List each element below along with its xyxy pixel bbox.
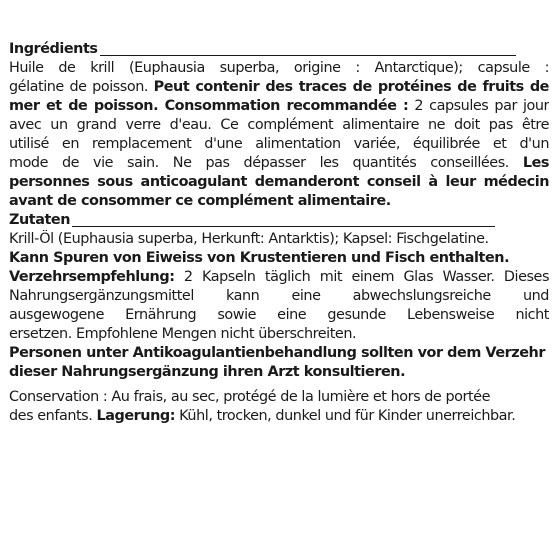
- bold-text: avant de consommer ce complément alimentaire.: [9, 193, 391, 209]
- bold-text: personnes sous anticoagulant demanderont conseil à leur médecin: [9, 174, 549, 190]
- text-line: [9, 407, 549, 426]
- bold-text: mer et de poisson. Consommation recommandée :: [9, 98, 409, 114]
- text: Nahrungsergänzungsmittel kann eine abwechslungsreiche und: [9, 288, 549, 304]
- bold-text: Kann Spuren von Eiweiss von Krustentieren und Fisch enthalten.: [9, 250, 510, 266]
- storage-body: [9, 388, 549, 426]
- ingredients-heading-de: [9, 211, 495, 230]
- text-line: [9, 249, 549, 268]
- bold-text: Peut contenir des traces de protéines de fruits de: [153, 79, 549, 95]
- text-line: [9, 363, 549, 382]
- text: ausgewogene Ernährung sowie eine gesunde Lebensweise nicht: [9, 307, 549, 323]
- text-line: [9, 173, 549, 192]
- heading-underline: [100, 55, 517, 56]
- text-line: [9, 306, 549, 325]
- text: des enfants.: [9, 408, 97, 424]
- text: 2 capsules par jour: [408, 98, 549, 114]
- text-line: [9, 344, 549, 363]
- text: utilisé en remplacement d'une alimentation variée, équilibrée et d'un: [9, 136, 549, 152]
- text-line: [9, 78, 549, 97]
- text-line: [9, 230, 549, 249]
- product-label-text: [9, 40, 549, 426]
- text-line: [9, 192, 549, 211]
- text-line: [9, 97, 549, 116]
- bold-text: dieser Nahrungsergänzung ihren Arzt konsultieren.: [9, 364, 406, 380]
- text: 2 Kapseln täglich mit einem Glas Wasser. Dieses: [174, 269, 549, 285]
- text: mode de vie sain. Ne pas dépasser les quantités conseillées.: [9, 155, 523, 171]
- text: Au frais, au sec, protégé de la lumière et hors de portée: [107, 389, 490, 405]
- text-line: [9, 59, 549, 78]
- text: gélatine de poisson.: [9, 79, 154, 95]
- bold-text: Personen unter Antikoagulantienbehandlung sollten vor dem Verzehr: [9, 345, 545, 361]
- text: Conservation :: [9, 389, 108, 405]
- bold-text: Verzehrsempfehlung:: [9, 269, 175, 285]
- text: Krill-Öl (Euphausia superba, Herkunft: Antarktis); Kapsel: Fischgelatine.: [9, 231, 489, 247]
- text-line: [9, 268, 549, 287]
- text: ersetzen. Empfohlene Mengen nicht überschreiten.: [9, 326, 357, 342]
- bold-text: Lagerung:: [96, 408, 176, 424]
- text: Kühl, trocken, dunkel und für Kinder unerreichbar.: [175, 408, 516, 424]
- heading-text: Zutaten: [9, 212, 71, 228]
- text-line: [9, 116, 549, 135]
- ingredients-body-de: [9, 230, 549, 382]
- ingredients-body-fr: [9, 59, 549, 211]
- text-line: [9, 135, 549, 154]
- text-line: [9, 388, 549, 407]
- text-line: [9, 287, 549, 306]
- heading-text: Ingrédients: [9, 41, 98, 57]
- text-line: [9, 325, 549, 344]
- ingredients-heading-fr: [9, 40, 516, 59]
- bold-text: Les: [522, 155, 549, 171]
- text: avec un grand verre d'eau. Ce complément alimentaire ne doit pas être: [9, 117, 549, 133]
- text-line: [9, 154, 549, 173]
- text: Huile de krill (Euphausia superba, origine : Antarctique); capsule :: [9, 60, 549, 76]
- heading-underline: [72, 226, 495, 227]
